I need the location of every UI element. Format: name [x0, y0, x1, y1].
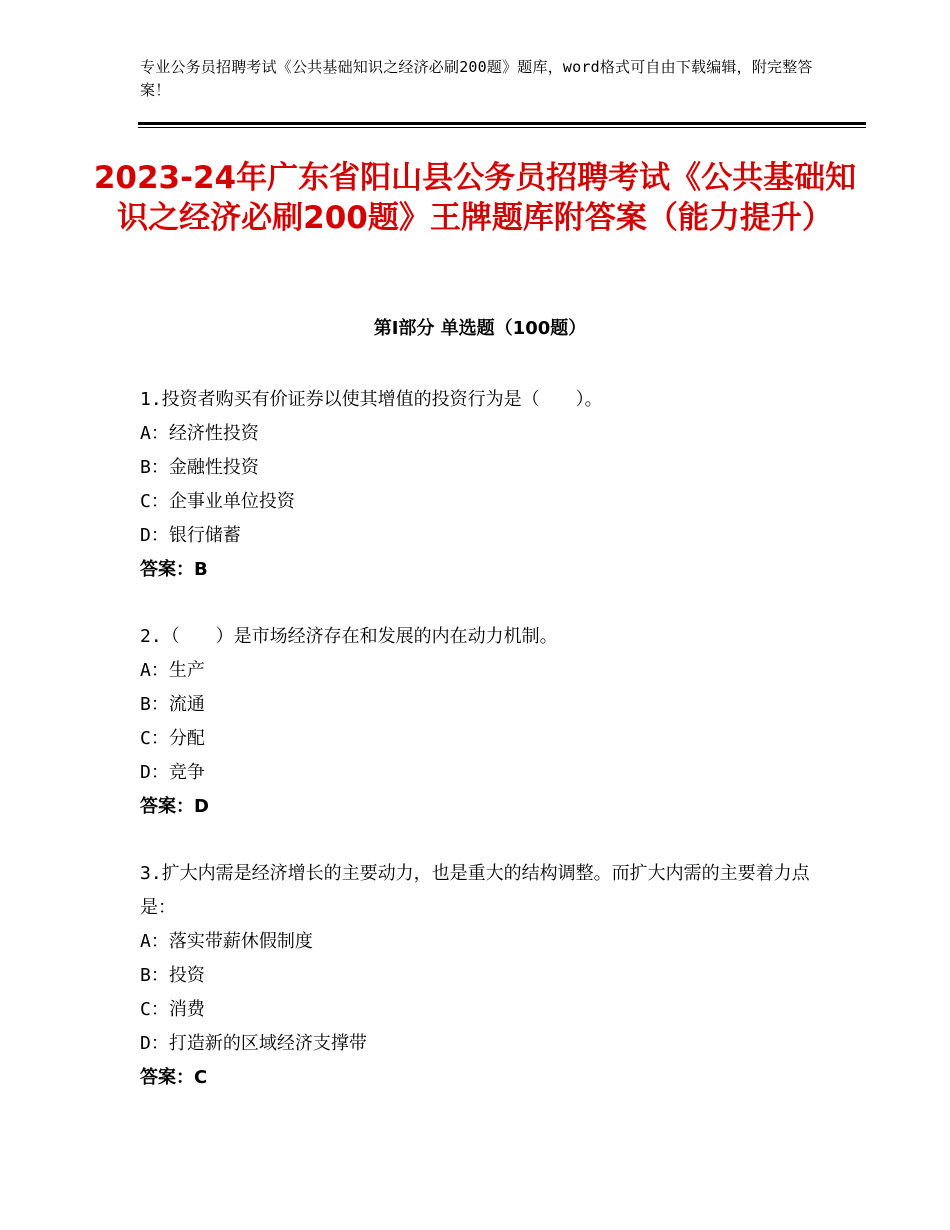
- question-stem: 2.（ ）是市场经济存在和发展的内在动力机制。: [140, 626, 558, 647]
- question-stem: 1.投资者购买有价证券以使其增值的投资行为是（ ）。: [140, 389, 603, 410]
- option-b: B：投资: [140, 965, 205, 986]
- option-d: D：打造新的区域经济支撑带: [140, 1033, 367, 1054]
- answer-value: C: [194, 1067, 208, 1088]
- option-b: B：流通: [140, 694, 205, 715]
- answer-label: 答案：: [140, 796, 194, 817]
- section-title: 第Ⅰ部分 单选题（100题）: [373, 318, 587, 339]
- answer-line: [140, 1061, 830, 1095]
- option-d: D：银行储蓄: [140, 525, 241, 546]
- option-a: A：经济性投资: [140, 423, 259, 444]
- answer-label: 答案：: [140, 1067, 194, 1088]
- answer-line: [140, 790, 830, 824]
- answer-value: B: [194, 559, 208, 580]
- question-2: [140, 620, 830, 824]
- answer-label: 答案：: [140, 559, 194, 580]
- option-b: B：金融性投资: [140, 457, 259, 478]
- option-d: D：竞争: [140, 762, 205, 783]
- answer-line: [140, 553, 830, 587]
- header-divider-thick: [138, 122, 866, 125]
- option-c: C：企事业单位投资: [140, 491, 295, 512]
- option-a: A：落实带薪休假制度: [140, 931, 313, 952]
- question-list: [140, 383, 830, 1128]
- document-title: 2023-24年广东省阳山县公务员招聘考试《公共基础知识之经济必刷200题》王牌题库附答案（能力提升）: [93, 160, 857, 236]
- answer-value: D: [194, 796, 209, 817]
- option-c: C：消费: [140, 999, 205, 1020]
- option-c: C：分配: [140, 728, 205, 749]
- question-3: [140, 857, 830, 1095]
- question-1: [140, 383, 830, 587]
- header-divider-thin: [138, 127, 866, 128]
- question-stem: 3.扩大内需是经济增长的主要动力，也是重大的结构调整。而扩大内需的主要着力点是：: [140, 863, 810, 918]
- option-a: A：生产: [140, 660, 205, 681]
- header-note: 专业公务员招聘考试《公共基础知识之经济必刷200题》题库，word格式可自由下载编辑，附完整答案！: [140, 58, 813, 99]
